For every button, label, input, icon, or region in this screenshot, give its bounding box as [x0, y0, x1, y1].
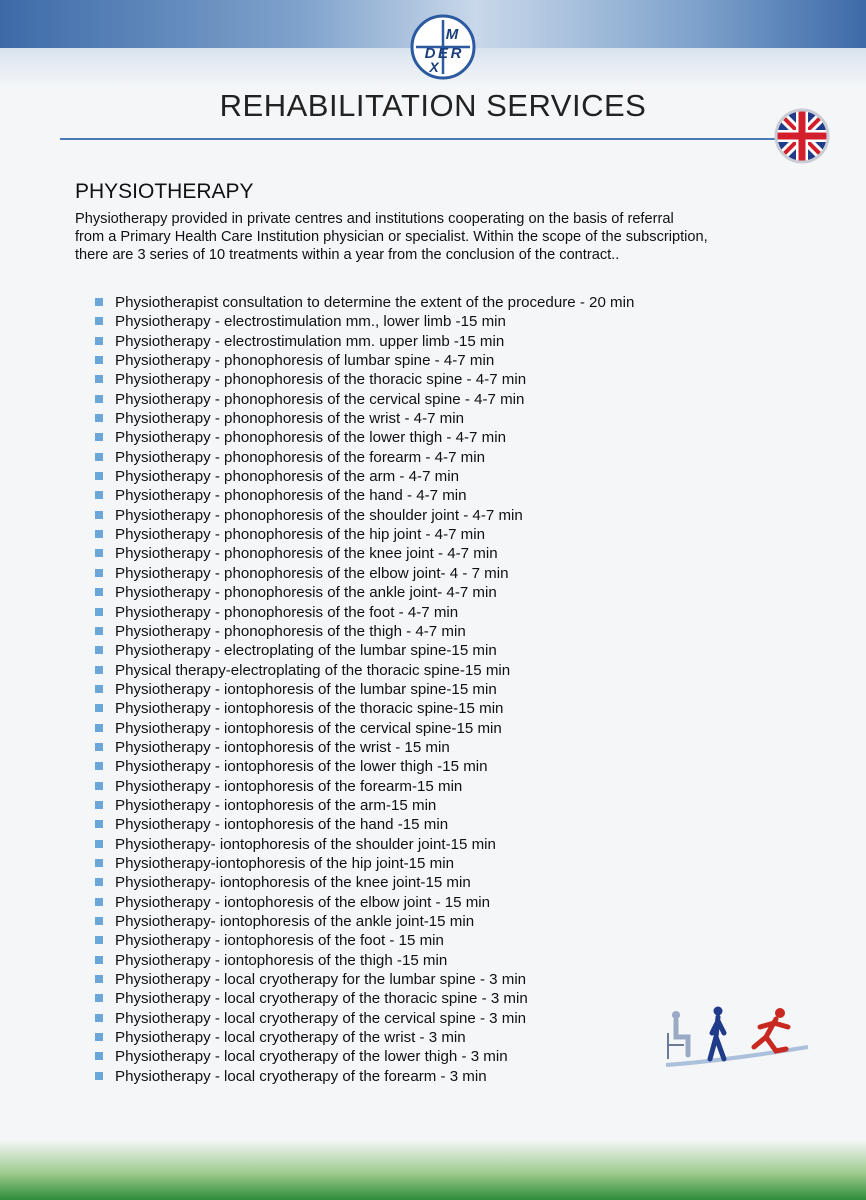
bullet-square-icon [95, 549, 103, 557]
service-label: Physiotherapy - phonophoresis of the shoulder joint - 4-7 min [115, 506, 523, 524]
bullet-square-icon [95, 898, 103, 906]
service-label: Physiotherapy- iontophoresis of the knee joint-15 min [115, 874, 471, 892]
bullet-square-icon [95, 375, 103, 383]
bullet-square-icon [95, 685, 103, 693]
bullet-square-icon [95, 453, 103, 461]
service-item [95, 409, 835, 428]
service-label: Physiotherapy - iontophoresis of the forearm-15 min [115, 777, 463, 795]
service-label: Physiotherapy - iontophoresis of the arm-15 min [115, 796, 437, 814]
service-item [95, 873, 835, 892]
bullet-square-icon [95, 994, 103, 1002]
service-label: Physiotherapy - phonophoresis of the cervical spine - 4-7 min [115, 390, 525, 408]
bullet-square-icon [95, 743, 103, 751]
service-label: Physiotherapy - iontophoresis of the lumbar spine-15 min [115, 680, 497, 698]
physiotherapy-section [75, 180, 835, 264]
service-label: Physiotherapy - phonophoresis of the elbow joint- 4 - 7 min [115, 564, 509, 582]
bullet-square-icon [95, 762, 103, 770]
intro-line: from a Primary Health Care Institution physician or specialist. Within the scope of the subscription, [75, 229, 708, 245]
service-label: Physiotherapy - iontophoresis of the hand -15 min [115, 816, 449, 834]
bullet-square-icon [95, 317, 103, 325]
service-label: Physiotherapy - phonophoresis of the thigh - 4-7 min [115, 622, 466, 640]
page-title: REHABILITATION SERVICES [219, 88, 647, 123]
bullet-square-icon [95, 975, 103, 983]
service-label: Physiotherapy- iontophoresis of the ankle joint-15 min [115, 913, 475, 930]
service-label: Physiotherapy - phonophoresis of the wrist - 4-7 min [115, 410, 464, 428]
bullet-square-icon [95, 627, 103, 635]
service-item [95, 622, 835, 641]
service-item [95, 448, 835, 467]
service-item [95, 332, 835, 351]
service-item [95, 661, 835, 680]
service-label: Physiotherapy - iontophoresis of the foot - 15 min [115, 932, 444, 950]
uk-flag-icon [774, 108, 830, 164]
bullet-square-icon [95, 433, 103, 441]
service-label: Physiotherapy - local cryotherapy for the lumbar spine - 3 min [115, 971, 527, 989]
section-heading: PHYSIOTHERAPY [75, 180, 254, 203]
bullet-square-icon [95, 337, 103, 345]
bottom-color-band [0, 1140, 866, 1200]
bullet-square-icon [95, 917, 103, 925]
rehab-figures-icon [662, 1003, 812, 1073]
bullet-square-icon [95, 608, 103, 616]
service-item [95, 603, 835, 622]
bullet-square-icon [95, 1052, 103, 1060]
service-label: Physiotherapy - phonophoresis of the hand - 4-7 min [115, 487, 467, 505]
bullet-square-icon [95, 569, 103, 577]
service-item [95, 641, 835, 660]
service-item [95, 777, 835, 796]
service-item [95, 796, 835, 815]
bullet-square-icon [95, 646, 103, 654]
bullet-square-icon [95, 414, 103, 422]
bullet-square-icon [95, 782, 103, 790]
service-label: Physiotherapy - phonophoresis of the ankle joint- 4-7 min [115, 584, 497, 602]
service-item [95, 854, 835, 873]
intro-line: there are 3 series of 10 treatments within a year from the conclusion of the contract.. [75, 247, 620, 263]
service-item [95, 680, 835, 699]
service-label: Physiotherapy - iontophoresis of the wrist - 15 min [115, 738, 450, 756]
service-item [95, 293, 835, 312]
service-item [95, 467, 835, 486]
bullet-square-icon [95, 1014, 103, 1022]
service-label: Physiotherapy-iontophoresis of the hip joint-15 min [115, 854, 454, 872]
service-label: Physiotherapy - local cryotherapy of the cervical spine - 3 min [115, 1009, 527, 1027]
bullet-square-icon [95, 840, 103, 848]
service-item [95, 931, 835, 950]
service-label: Physiotherapy - iontophoresis of the thigh -15 min [115, 951, 448, 969]
service-item [95, 719, 835, 738]
bullet-square-icon [95, 530, 103, 538]
service-item [95, 951, 835, 970]
service-item [95, 486, 835, 505]
bullet-square-icon [95, 395, 103, 403]
service-item [95, 815, 835, 834]
bullet-square-icon [95, 820, 103, 828]
bullet-square-icon [95, 491, 103, 499]
bullet-square-icon [95, 1033, 103, 1041]
service-label: Physiotherapy - phonophoresis of the knee joint - 4-7 min [115, 545, 498, 563]
service-label: Physiotherapy - phonophoresis of the foot - 4-7 min [115, 603, 459, 621]
service-item [95, 390, 835, 409]
service-label: Physiotherapy - phonophoresis of the hip joint - 4-7 min [115, 526, 486, 544]
service-item [95, 312, 835, 331]
bullet-square-icon [95, 666, 103, 674]
service-label: Physiotherapy - phonophoresis of the arm - 4-7 min [115, 468, 459, 486]
logo-letter-r: R [450, 45, 462, 62]
service-item [95, 893, 835, 912]
logo-letter-e: E [437, 45, 449, 62]
service-label: Physiotherapy - iontophoresis of the elbow joint - 15 min [115, 893, 491, 911]
section-intro [75, 210, 835, 264]
service-item [95, 738, 835, 757]
bullet-square-icon [95, 356, 103, 364]
service-item [95, 506, 835, 525]
service-item [95, 525, 835, 544]
service-label: Physiotherapy - iontophoresis of the cervical spine-15 min [115, 719, 502, 737]
service-label: Physiotherapy - iontophoresis of the thoracic spine-15 min [115, 700, 504, 718]
bullet-square-icon [95, 472, 103, 480]
service-list [95, 293, 835, 1086]
service-item [95, 970, 835, 989]
service-label: Physiotherapy - local cryotherapy of the thoracic spine - 3 min [115, 990, 528, 1008]
service-label: Physiotherapy - local cryotherapy of the wrist - 3 min [115, 1029, 466, 1047]
service-item [95, 583, 835, 602]
intro-line: Physiotherapy provided in private centres and institutions cooperating on the basis of referral [75, 211, 674, 227]
service-item [95, 351, 835, 370]
service-item [95, 835, 835, 854]
bullet-square-icon [95, 801, 103, 809]
service-item [95, 428, 835, 447]
logo-letter-d: D [424, 45, 436, 62]
service-label: Physiotherapy - electrostimulation mm. upper limb -15 min [115, 332, 505, 350]
service-label: Physiotherapy - phonophoresis of the lower thigh - 4-7 min [115, 429, 506, 447]
service-label: Physiotherapy - electrostimulation mm., lower limb -15 min [115, 313, 506, 331]
logo-letter-m: M [445, 26, 459, 43]
service-item [95, 544, 835, 563]
service-label: Physical therapy-electroplating of the thoracic spine-15 min [115, 661, 511, 679]
logo-letter-x: X [429, 59, 439, 75]
bullet-square-icon [95, 298, 103, 306]
service-label: Physiotherapy - iontophoresis of the lower thigh -15 min [115, 758, 488, 776]
service-label: Physiotherapy - electroplating of the lumbar spine-15 min [115, 642, 497, 660]
bullet-square-icon [95, 859, 103, 867]
medex-logo-icon [410, 14, 476, 80]
bullet-square-icon [95, 956, 103, 964]
title-rule [60, 138, 800, 140]
bullet-square-icon [95, 878, 103, 886]
service-label: Physiotherapy - local cryotherapy of the lower thigh - 3 min [115, 1048, 508, 1066]
service-label: Physiotherapy - phonophoresis of lumbar spine - 4-7 min [115, 352, 495, 370]
bullet-square-icon [95, 704, 103, 712]
bullet-square-icon [95, 936, 103, 944]
service-label: Physiotherapy - local cryotherapy of the forearm - 3 min [115, 1067, 487, 1085]
service-item [95, 564, 835, 583]
service-item [95, 912, 835, 931]
service-label: Physiotherapist consultation to determine the extent of the procedure - 20 min [115, 294, 635, 311]
service-label: Physiotherapy- iontophoresis of the shoulder joint-15 min [115, 835, 496, 853]
bullet-square-icon [95, 588, 103, 596]
service-item [95, 370, 835, 389]
service-item [95, 757, 835, 776]
service-label: Physiotherapy - phonophoresis of the forearm - 4-7 min [115, 448, 485, 466]
service-label: Physiotherapy - phonophoresis of the thoracic spine - 4-7 min [115, 371, 527, 389]
service-item [95, 699, 835, 718]
bullet-square-icon [95, 724, 103, 732]
bullet-square-icon [95, 1072, 103, 1080]
bullet-square-icon [95, 511, 103, 519]
